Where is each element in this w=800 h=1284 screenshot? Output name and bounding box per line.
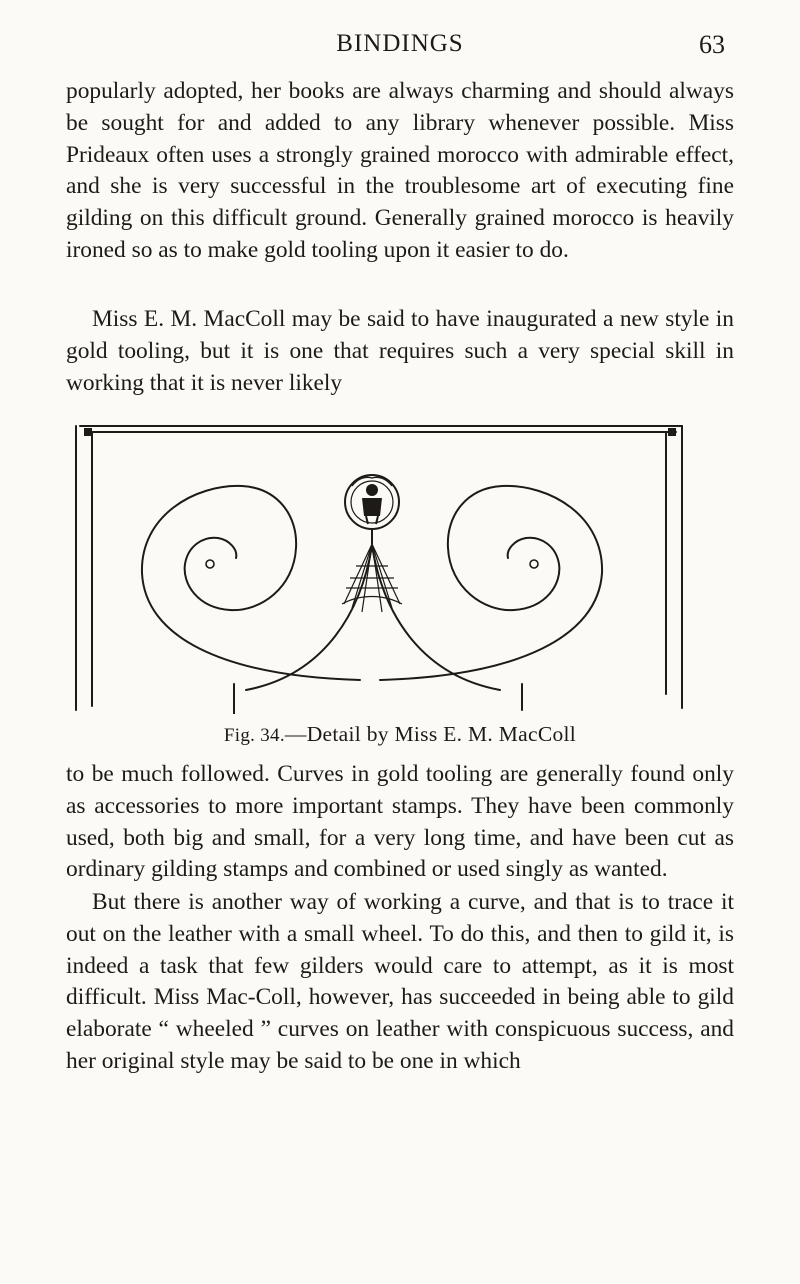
left-spiral-eye (206, 560, 214, 568)
figure-caption (0, 722, 800, 747)
figure-34-illustration (70, 418, 690, 714)
corner-ornament-left (84, 428, 92, 436)
figure-caption-text: —Detail by Miss E. M. MacColl (284, 722, 577, 746)
central-medallion (345, 475, 399, 544)
page-number: 63 (699, 30, 725, 59)
gold-tooling-design-image (70, 418, 690, 714)
paragraph-2: Miss E. M. MacColl may be said to have inaugurated a new style in gold tooling, but it is one that requires such a very special skill in working that it is never likely (66, 306, 734, 396)
paragraph-3: to be much followed. Curves in gold tooling are generally found only as accessories to more important stamps. They have been commonly used, both big and small, for a very long time, and have been cut as ordinary gilding stamps and combined or used singly as wanted. (66, 761, 734, 883)
right-spiral-curve (380, 486, 602, 680)
left-inner-sweep (246, 546, 372, 690)
corner-ornament-right (668, 428, 676, 436)
running-head (0, 30, 800, 70)
running-head-title: BINDINGS (336, 30, 464, 57)
right-spiral-eye (530, 560, 538, 568)
paragraph-1: popularly adopted, her books are always charming and should always be sought for and added to any library whenever possible. Miss Prideaux often uses a strongly grained morocco with admirable effect, and she is very successful in the troublesome art of executing fine gilding on this difficult ground. Generally grained morocco is heavily ironed so as to make gold tooling upon it easier to do. (66, 78, 734, 263)
paragraph-4: But there is another way of working a curve, and that is to trace it out on the leather with a small wheel. To do this, and then to gild it, is indeed a task that few gilders would care to attempt, as it is most difficult. Miss Mac-Coll, however, has succeeded in being able to gild elaborate “ wheeled ” curves on leather with conspicuous success, and her original style may be said to be one in which (66, 889, 734, 1074)
left-spiral-curve (142, 486, 360, 680)
figure-caption-label: Fig. 34. (223, 725, 285, 746)
central-fan-ornament (342, 544, 402, 612)
